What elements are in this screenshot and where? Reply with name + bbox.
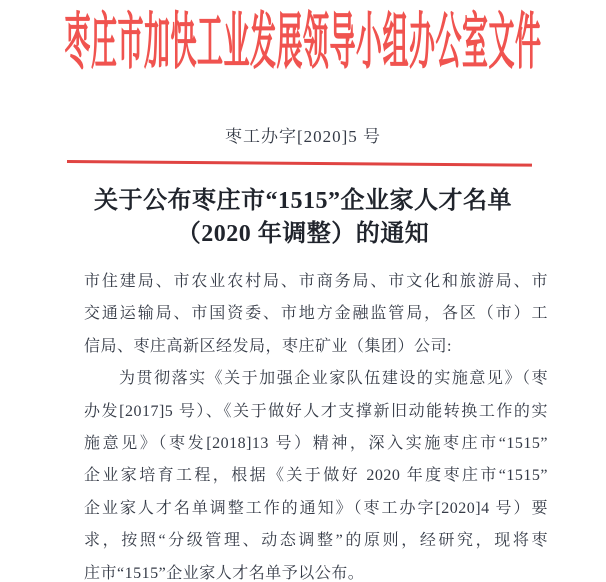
text-line: 办发[2017]5 号）、《关于做好人才支撑新旧动能转换工作的实 [84,402,548,420]
text-line: 企业家人才名单调整工作的通知》（枣工办字[2020]4 号）要 [84,499,548,517]
document-title [0,185,606,251]
text-line: 为贯彻落实《关于加强企业家队伍建设的实施意见》（枣 [84,370,548,388]
document-body [84,266,548,582]
paragraph [84,266,548,363]
text-line: 信局、枣庄高新区经发局，枣庄矿业（集团）公司: [84,337,452,355]
document-header-title: 枣庄市加快工业发展领导小组办公室文件 [64,8,542,77]
document-number: 枣工办字[2020]5 号 [224,127,382,146]
red-divider-line [67,160,532,166]
paragraph [84,363,548,582]
document-title-line2: （2020 年调整）的通知 [176,221,430,247]
text-line: 企业家培育工程，根据《关于做好 2020 年度枣庄市“1515” [84,467,548,485]
text-line: 交通运输局、市国资委、市地方金融监管局，各区（市）工 [84,305,548,323]
text-line: 庄市“1515”企业家人才名单予以公布。 [84,564,365,582]
text-line: 市住建局、市农业农村局、市商务局、市文化和旅游局、市 [84,273,548,290]
document-title-line1: 关于公布枣庄市“1515”企业家人才名单 [94,188,512,214]
text-line: 施意见》（枣发[2018]13 号）精神，深入实施枣庄市“1515” [84,435,548,453]
text-line: 求，按照“分级管理、动态调整”的原则，经研究，现将枣 [84,532,548,550]
